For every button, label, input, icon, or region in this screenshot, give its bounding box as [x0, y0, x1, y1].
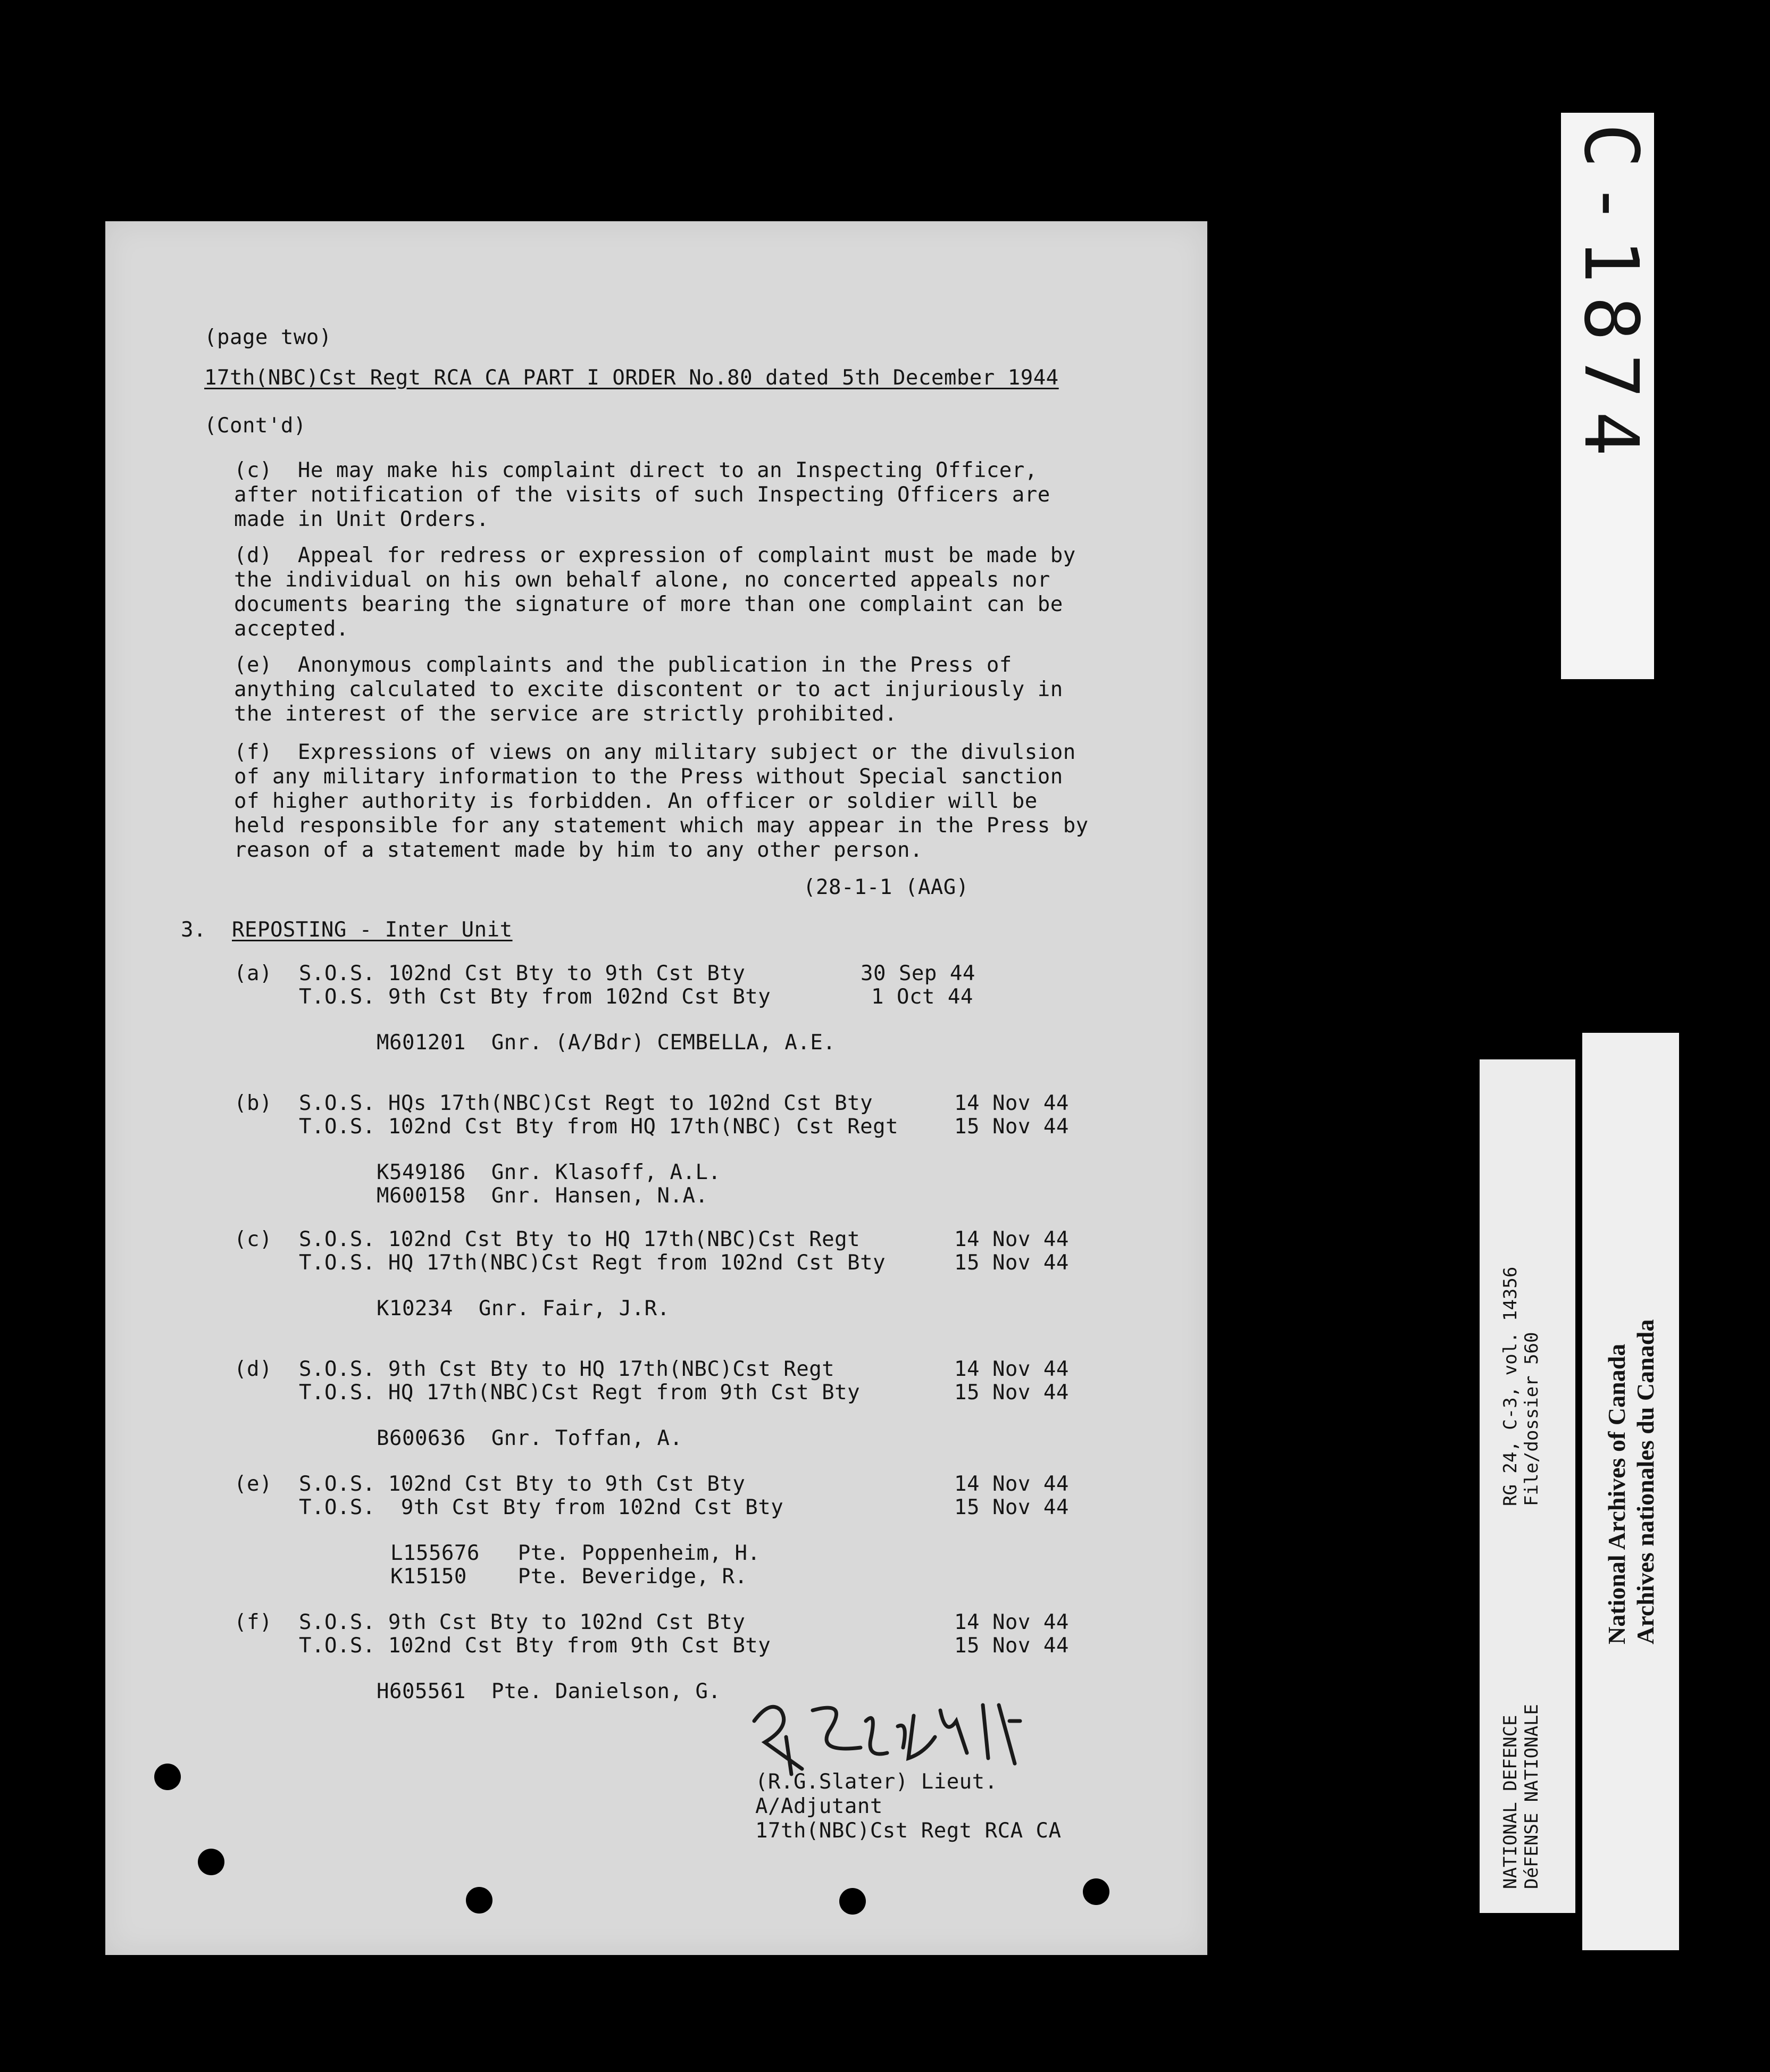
- archives-canada-label: [1582, 1033, 1679, 1950]
- tos-line: T.O.S. 9th Cst Bty from 102nd Cst Bty: [299, 1495, 784, 1519]
- sos-date: 14 Nov 44: [954, 1091, 1069, 1115]
- page-label: (page two): [204, 325, 332, 349]
- sos-line: S.O.S. 102nd Cst Bty to HQ 17th(NBC)Cst Regt: [299, 1227, 861, 1251]
- para-d-line: the individual on his own behalf alone, no concerted appeals nor: [234, 568, 1050, 592]
- archive-reference-label: [1480, 1059, 1575, 1913]
- posting-letter: (f): [234, 1610, 272, 1634]
- section-number: 3.: [181, 918, 206, 942]
- tos-date: 1 Oct 44: [871, 985, 973, 1009]
- tos-date: 15 Nov 44: [954, 1251, 1069, 1275]
- person-entry: M601201 Gnr. (A/Bdr) CEMBELLA, A.E.: [377, 1031, 836, 1055]
- sos-date: 14 Nov 44: [954, 1227, 1069, 1251]
- dept-line: DéFENSE NATIONALE: [1521, 1704, 1542, 1889]
- tos-date: 15 Nov 44: [954, 1634, 1069, 1658]
- tos-date: 15 Nov 44: [954, 1381, 1069, 1405]
- para-f-line: reason of a statement made by him to any other person.: [234, 838, 923, 862]
- sos-line: S.O.S. 9th Cst Bty to HQ 17th(NBC)Cst Regt: [299, 1357, 835, 1381]
- file-line: File/dossier 560: [1521, 1332, 1542, 1506]
- posting-letter: (b): [234, 1091, 272, 1115]
- dept-line: NATIONAL DEFENCE: [1500, 1715, 1521, 1889]
- signatory-unit: 17th(NBC)Cst Regt RCA CA: [755, 1819, 1062, 1843]
- punch-hole: [154, 1764, 181, 1790]
- punch-hole: [839, 1888, 866, 1915]
- tos-line: T.O.S. 9th Cst Bty from 102nd Cst Bty: [299, 985, 771, 1009]
- sos-date: 14 Nov 44: [954, 1610, 1069, 1634]
- para-f-line: of any military information to the Press without Special sanction: [234, 765, 1063, 789]
- signatory-name: (R.G.Slater) Lieut.: [755, 1770, 998, 1794]
- tos-date: 15 Nov 44: [954, 1495, 1069, 1519]
- tos-line: T.O.S. 102nd Cst Bty from 9th Cst Bty: [299, 1634, 771, 1658]
- sos-date: 14 Nov 44: [954, 1357, 1069, 1381]
- section-title: REPOSTING - Inter Unit: [232, 918, 513, 942]
- person-entry: K10234 Gnr. Fair, J.R.: [377, 1297, 670, 1321]
- para-e-line: (e) Anonymous complaints and the publication in the Press of: [234, 653, 1012, 677]
- posting-letter: (a): [234, 962, 272, 985]
- sos-date: 30 Sep 44: [861, 962, 975, 985]
- frame-number: C-1874: [1567, 123, 1654, 469]
- archives-english: National Archives of Canada: [1603, 1343, 1630, 1644]
- contd-label: (Cont'd): [204, 414, 306, 438]
- tos-date: 15 Nov 44: [954, 1115, 1069, 1139]
- para-e-line: the interest of the service are strictly prohibited.: [234, 702, 897, 726]
- sos-line: S.O.S. 9th Cst Bty to 102nd Cst Bty: [299, 1610, 746, 1634]
- person-entry: K549186 Gnr. Klasoff, A.L.: [377, 1160, 721, 1184]
- para-d-line: documents bearing the signature of more than one complaint can be: [234, 592, 1063, 616]
- document-page: [105, 221, 1207, 1955]
- person-entry: L155676 Pte. Poppenheim, H.: [390, 1541, 761, 1565]
- signatory-title: A/Adjutant: [755, 1794, 883, 1818]
- rg-line: RG 24, C-3, vol. 14356: [1500, 1266, 1521, 1506]
- order-heading: 17th(NBC)Cst Regt RCA CA PART I ORDER No.80 dated 5th December 1944: [204, 366, 1059, 390]
- sos-line: S.O.S. 102nd Cst Bty to 9th Cst Bty: [299, 962, 746, 985]
- tos-line: T.O.S. 102nd Cst Bty from HQ 17th(NBC) Cst Regt: [299, 1115, 899, 1139]
- file-reference: (28-1-1 (AAG): [803, 875, 969, 899]
- person-entry: B600636 Gnr. Toffan, A.: [377, 1426, 683, 1450]
- sos-date: 14 Nov 44: [954, 1472, 1069, 1496]
- para-c-line: after notification of the visits of such Inspecting Officers are: [234, 483, 1050, 507]
- archives-french: Archives nationales du Canada: [1632, 1319, 1659, 1644]
- para-d-line: (d) Appeal for redress or expression of complaint must be made by: [234, 544, 1076, 567]
- posting-letter: (d): [234, 1357, 272, 1381]
- sos-line: S.O.S. 102nd Cst Bty to 9th Cst Bty: [299, 1472, 746, 1496]
- tos-line: T.O.S. HQ 17th(NBC)Cst Regt from 102nd Cst Bty: [299, 1251, 886, 1275]
- para-f-line: held responsible for any statement which may appear in the Press by: [234, 814, 1089, 838]
- handwritten-signature: [733, 1689, 1063, 1779]
- para-c-line: (c) He may make his complaint direct to an Inspecting Officer,: [234, 458, 1038, 482]
- person-entry: K15150 Pte. Beveridge, R.: [390, 1565, 748, 1589]
- posting-letter: (c): [234, 1227, 272, 1251]
- para-f-line: (f) Expressions of views on any military subject or the divulsion: [234, 740, 1076, 764]
- person-entry: H605561 Pte. Danielson, G.: [377, 1680, 721, 1703]
- sos-line: S.O.S. HQs 17th(NBC)Cst Regt to 102nd Cst Bty: [299, 1091, 873, 1115]
- punch-hole: [1083, 1878, 1109, 1905]
- para-e-line: anything calculated to excite discontent or to act injuriously in: [234, 678, 1063, 701]
- punch-hole: [466, 1887, 492, 1914]
- frame-number-strip: [1561, 113, 1654, 679]
- para-d-line: accepted.: [234, 617, 349, 641]
- para-c-line: made in Unit Orders.: [234, 507, 489, 531]
- punch-hole: [198, 1849, 224, 1875]
- person-entry: M600158 Gnr. Hansen, N.A.: [377, 1184, 708, 1208]
- tos-line: T.O.S. HQ 17th(NBC)Cst Regt from 9th Cst Bty: [299, 1381, 861, 1405]
- para-f-line: of higher authority is forbidden. An officer or soldier will be: [234, 789, 1038, 813]
- posting-letter: (e): [234, 1472, 272, 1496]
